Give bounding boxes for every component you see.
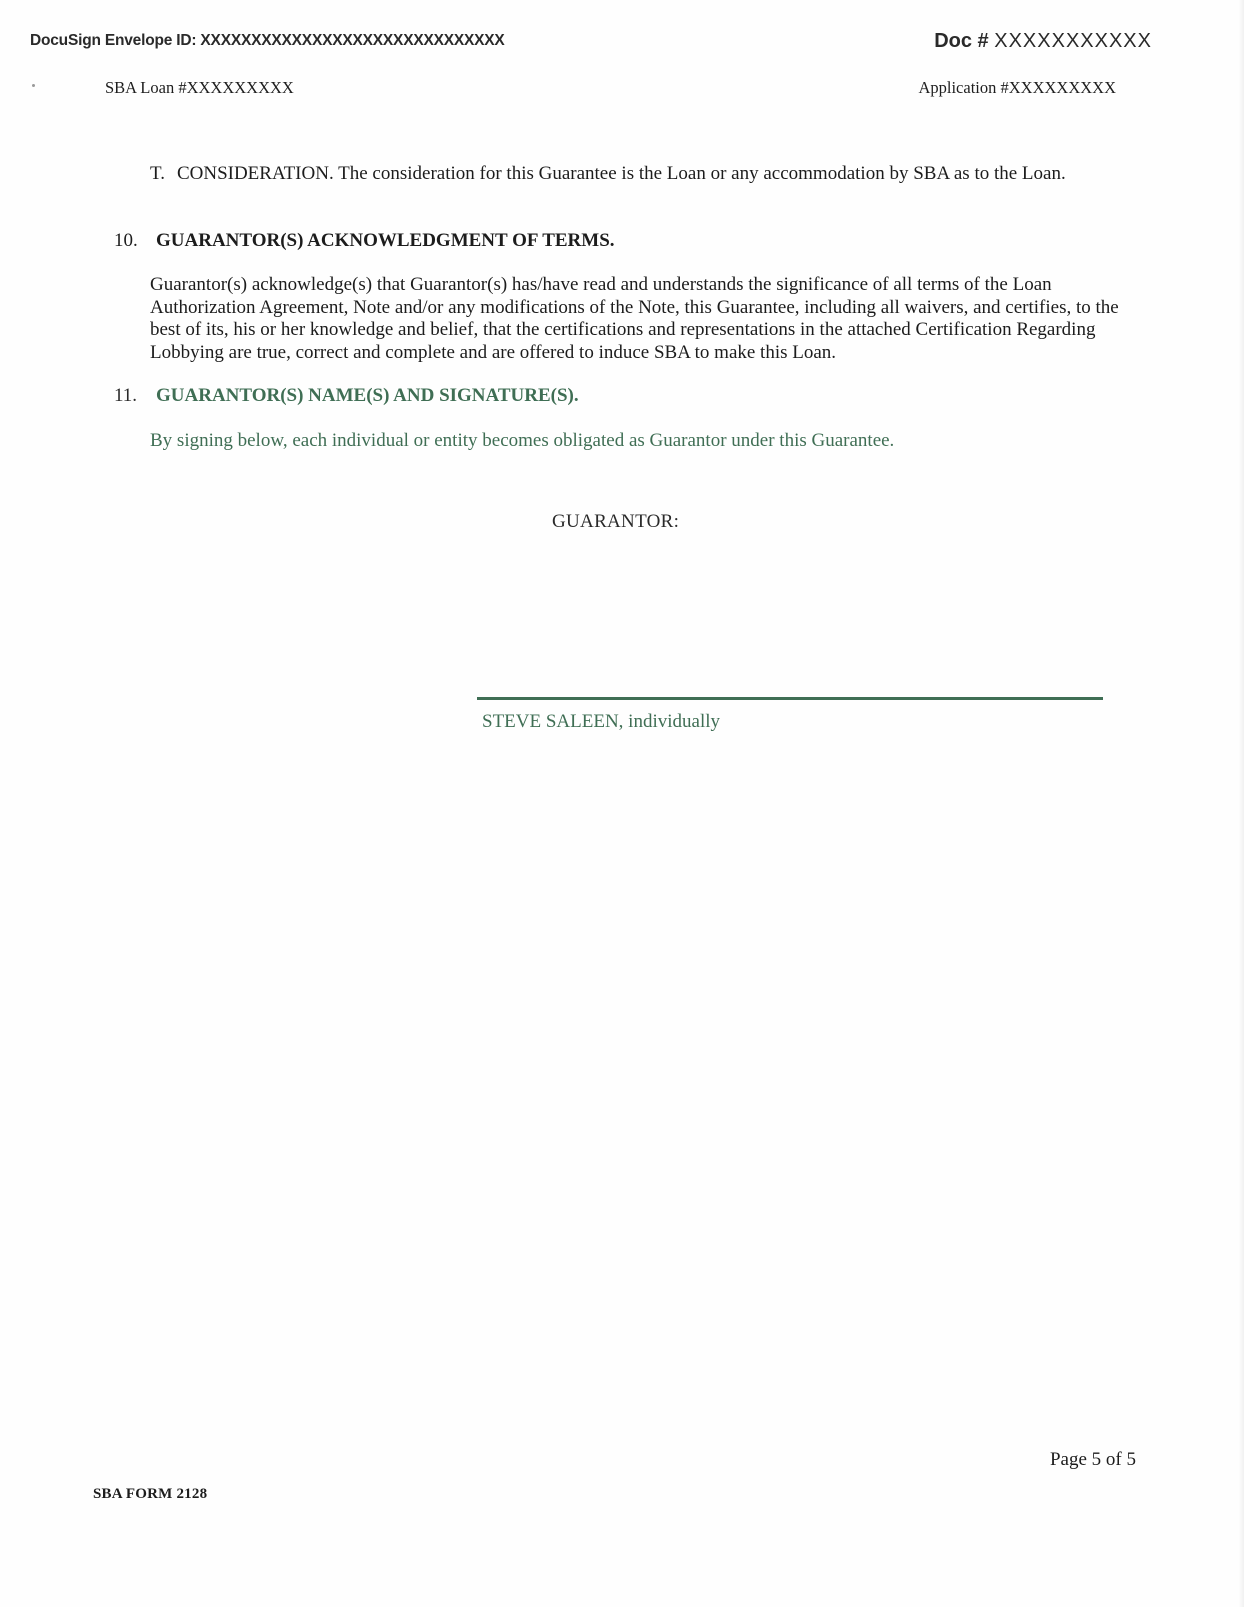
- section-10-number: 10.: [114, 230, 138, 251]
- docusign-envelope-id: DocuSign Envelope ID: XXXXXXXXXXXXXXXXXXXXXXXXXXXXXX: [30, 32, 505, 49]
- doc-number-value: XXXXXXXXXXX: [994, 30, 1152, 52]
- consideration-text: CONSIDERATION. The consideration for this Guarantee is the Loan or any accommodation by SBA as to the Loan.: [176, 163, 1066, 184]
- acknowledgment-paragraph: Guarantor(s) acknowledge(s) that Guarantor(s) has/have read and understands the significance of all terms of the Loan Authorization Agreement, Note and/or any modifications of the Note, this Guarantee, including all waivers, and certifies, to the best of its, his or her knowledge and belief, that the certifications and representations in the attached Certification Regarding Lobbying are true, correct and complete and are offered to induce SBA to make this Loan.: [150, 274, 1119, 363]
- form-identifier: SBA FORM 2128: [93, 1486, 208, 1502]
- signature-line[interactable]: [477, 697, 1103, 700]
- section-11-heading: [114, 385, 579, 407]
- doc-number: [934, 30, 1152, 53]
- consideration-paragraph: [150, 163, 1110, 186]
- signer-name: STEVE SALEEN, individually: [482, 711, 721, 732]
- section-10-title: GUARANTOR(S) ACKNOWLEDGMENT OF TERMS.: [156, 230, 615, 251]
- application-number: Application #XXXXXXXXX: [918, 78, 1116, 97]
- sba-loan-number: SBA Loan #XXXXXXXXX: [105, 78, 294, 97]
- section-10-heading: [114, 230, 615, 252]
- guarantor-label: GUARANTOR:: [552, 511, 680, 532]
- consideration-letter: T.: [150, 163, 165, 184]
- signing-paragraph: By signing below, each individual or entity becomes obligated as Guarantor under this Guarantee.: [150, 430, 895, 451]
- section-11-number: 11.: [114, 385, 138, 406]
- doc-number-label: Doc #: [934, 30, 995, 52]
- page-number: Page 5 of 5: [1049, 1449, 1136, 1470]
- section-11-title: GUARANTOR(S) NAME(S) AND SIGNATURE(S).: [156, 385, 579, 406]
- page-edge-shadow: [1238, 0, 1244, 1607]
- scan-speck: [32, 84, 35, 87]
